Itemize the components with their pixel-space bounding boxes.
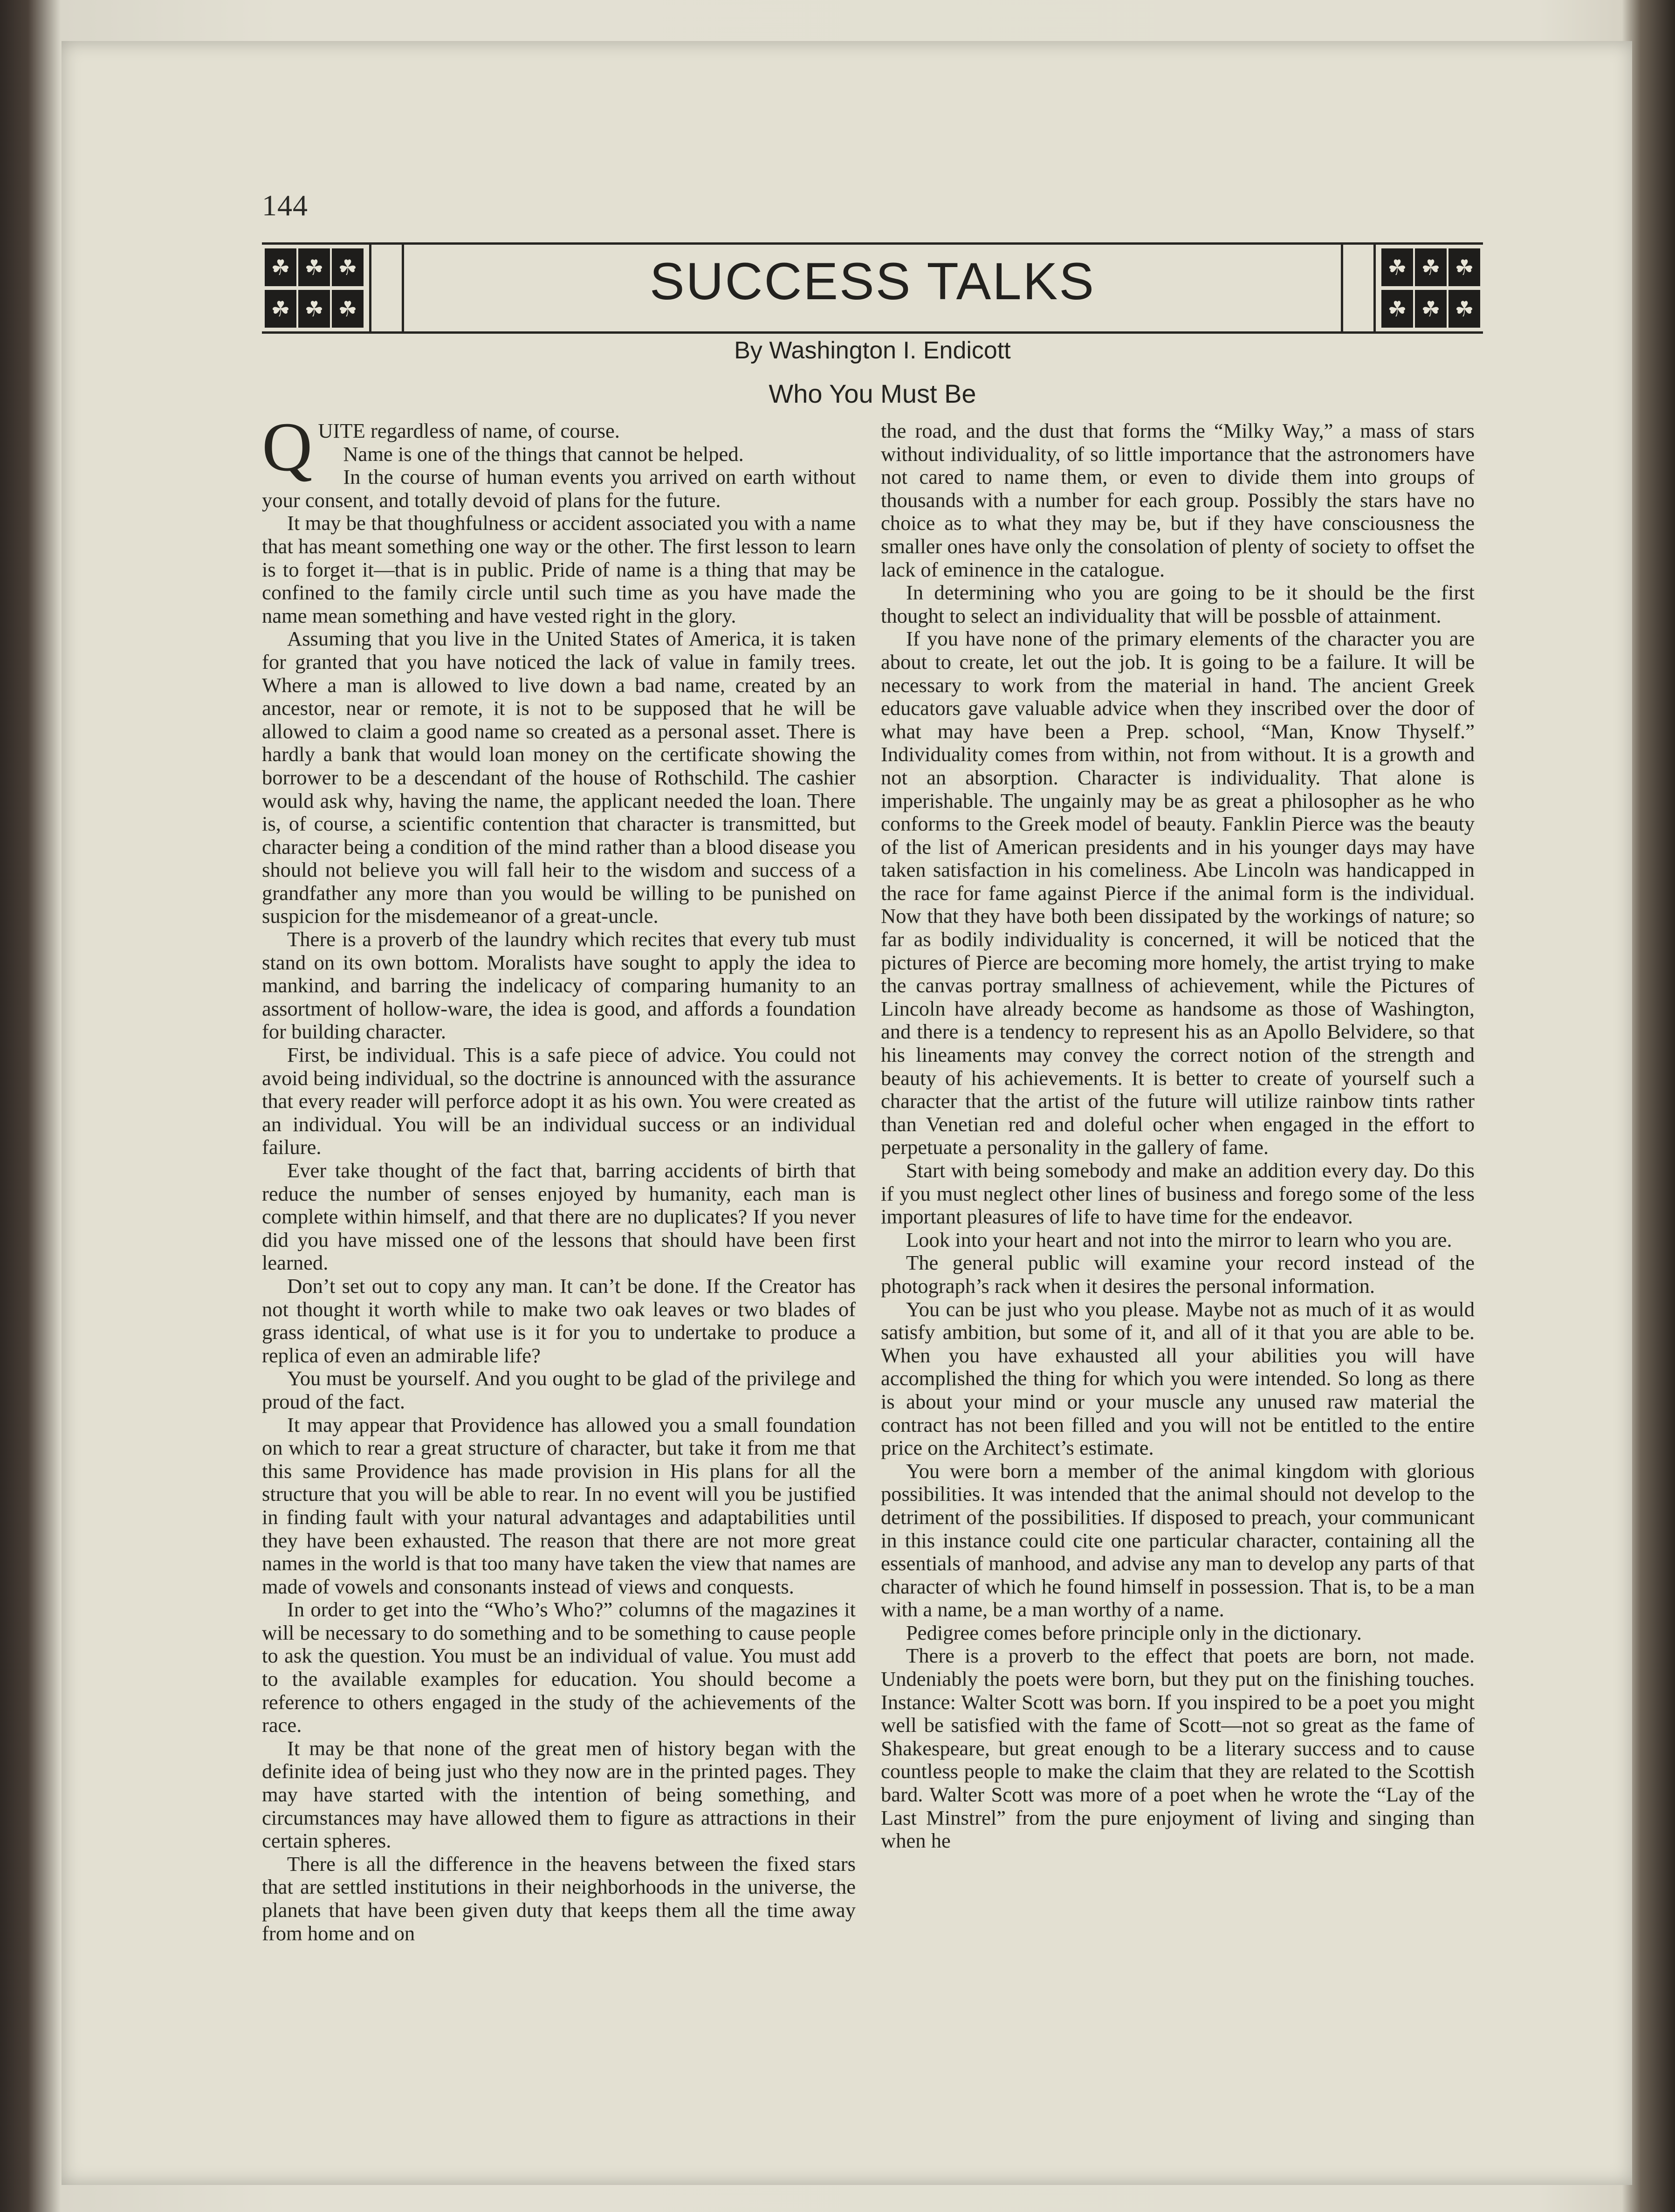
author-byline: By Washington I. Endicott xyxy=(734,337,1011,364)
clover-icon: ☘ xyxy=(298,290,330,328)
clover-icon: ☘ xyxy=(332,248,364,286)
clover-icon: ☘ xyxy=(1415,248,1447,286)
page-number: 144 xyxy=(262,189,308,222)
paragraph: In order to get into the “Who’s Who?” columns of the magazines it will be necessary to do something and to be something to cause people to ask the question. You must be an individual of value. You must add to the available examples for education. You should become a reference to others engaged in the study of the achievements of the race. xyxy=(262,1598,856,1737)
clover-icon: ☘ xyxy=(298,248,330,286)
paragraph: First, be individual. This is a safe piece of advice. You could not avoid being individual, so the doctrine is announced with the assurance that every reader will perforce adopt it as his own. You were created as an individual. You will be an individual success or an individual failure. xyxy=(262,1043,856,1159)
header-divider xyxy=(402,242,404,334)
drop-cap: Q xyxy=(262,408,313,486)
left-column xyxy=(262,408,856,1945)
paragraph: Assuming that you live in the United States of America, it is taken for granted that you have noticed the lack of value in family trees. Where a man is allowed to live down a bad name, created by an ancestor, near or remote, it is not to be supposed that he will be allowed to claim a good name so created as a personal asset. There is hardly a bank that would loan money on the certificate showing the borrower to be a descendant of the house of Rothschild. The cashier would ask why, having the name, the applicant needed the loan. There is, of course, a scientific contention that character is transmitted, but character being a condition of the mind rather than a blood disease you should not believe you will fall heir to the wisdom and success of a grandfather any more than you would be willing to be punished on suspicion for the misdemeanor of a great-uncle. xyxy=(262,627,856,928)
article-subtitle: Who You Must Be xyxy=(769,379,976,408)
paragraph: It may appear that Providence has allowed you a small foundation on which to rear a great structure of character, but take it from me that this same Providence has made provision in His plans for all the structure that you will be able to rear. In no event will you be justified in finding fault with your natural advantages and adaptabilities until they have been exhausted. The reason that there are not more great names in the world is that too many have taken the view that names are made of vowels and consonants instead of views and conquests. xyxy=(262,1413,856,1598)
left-ornament xyxy=(265,248,364,328)
paragraph: the road, and the dust that forms the “Milky Way,” a mass of stars without individuality, of so little importance that the astronomers have not cared to name them, or even to divide them into groups of thousands with a number for each group. Possibly the stars have no choice as to what they may be, but if they have consciousness the smaller ones have only the consolation of plenty of society to offset the lack of eminence in the catalogue. xyxy=(881,419,1475,581)
paragraph: Don’t set out to copy any man. It can’t be done. If the Creator has not thought it worth while to make two oak leaves or two blades of grass identical, of what use is it for you to undertake to produce a replica of even an admirable life? xyxy=(262,1274,856,1367)
header-divider xyxy=(1341,242,1343,334)
right-column xyxy=(881,419,1475,1853)
section-title: SUCCESS TALKS xyxy=(649,252,1096,310)
header-divider xyxy=(369,242,371,334)
paragraph: There is all the difference in the heavens between the fixed stars that are settled institutions in their neighborhoods in the universe, the planets that have been given duty that keeps them all the time away from home and on xyxy=(262,1852,856,1945)
paragraph: It may be that thoughfulness or accident associated you with a name that has meant something one way or the other. The first lesson to learn is to forget it—that is in public. Pride of name is a thing that may be confined to the family circle until such time as you have made the name mean something and have vested right in the glory. xyxy=(262,511,856,627)
paragraph: Start with being somebody and make an addition every day. Do this if you must neglect other lines of business and forego some of the less important pleasures of life to have time for the endeavor. xyxy=(881,1159,1475,1229)
paragraph: Pedigree comes before principle only in the dictionary. xyxy=(906,1621,1362,1644)
clover-icon: ☘ xyxy=(332,290,364,328)
header-divider xyxy=(1373,242,1376,334)
clover-icon: ☘ xyxy=(265,248,296,286)
paragraph: There is a proverb to the effect that poets are born, not made. Undeniably the poets were born, but they put on the finishing touches. Instance: Walter Scott was born. If you inspired to be a poet you might well be satisfied with the fame of Scott—not so great as the fame of Shakespeare, but great enough to be a literary success and to cause countless people to make the claim that they are related to the Scottish bard. Walter Scott was more of a poet when he wrote the “Lay of the Last Minstrel” from the pure enjoyment of living and singing than when he xyxy=(881,1644,1475,1853)
clover-icon: ☘ xyxy=(1448,290,1480,328)
paragraph: In the course of human events you arrived on earth without your consent, and totally devoid of plans for the future. xyxy=(262,465,856,512)
clover-icon: ☘ xyxy=(1415,290,1447,328)
paragraph: The general public will examine your record instead of the photograph’s rack when it desires the personal information. xyxy=(881,1251,1475,1298)
right-ornament xyxy=(1381,248,1480,328)
paragraph: You can be just who you please. Maybe not as much of it as would satisfy ambition, but some of it, and all of it that you are able to be. When you have exhausted all your abilities you will have accomplished the thing for which you were intended. So long as there is about your mind or your muscle any unused raw material the contract has not been filled and you will not be entitled to the entire price on the Architect’s estimate. xyxy=(881,1297,1475,1460)
paragraph: You must be yourself. And you ought to be glad of the privilege and proud of the fact. xyxy=(262,1367,856,1413)
paragraph: Look into your heart and not into the mirror to learn who you are. xyxy=(906,1228,1452,1251)
clover-icon: ☘ xyxy=(1381,290,1413,328)
clover-icon: ☘ xyxy=(265,290,296,328)
clover-icon: ☘ xyxy=(1448,248,1480,286)
clover-icon: ☘ xyxy=(1381,248,1413,286)
paragraph: It may be that none of the great men of history began with the definite idea of being just who they now are in the printed pages. They may have started with the intention of being something, and circumstances may have allowed them to figure as attractions in their certain spheres. xyxy=(262,1736,856,1853)
paragraph: You were born a member of the animal kingdom with glorious possibilities. It was intended that the animal should not develop to the detriment of the possibilities. If disposed to preach, your communicant in this instance could cite one particular character, containing all the essentials of manhood, and advise any man to develop any parts of that character of which he found himself in possession. That is, to be a man with a name, be a man worthy of a name. xyxy=(881,1459,1475,1621)
paragraph-text: UITE regardless of name, of course. xyxy=(318,419,620,442)
paragraph: Name is one of the things that cannot be helped. xyxy=(343,442,744,466)
paragraph: There is a proverb of the laundry which recites that every tub must stand on its own bottom. Moralists have sought to apply the idea to mankind, and barring the indelicacy of comparing humanity to an assortment of hollow-ware, the idea is good, and affords a foundation for building character. xyxy=(262,927,856,1044)
paragraph: If you have none of the primary elements of the character you are about to create, let out the job. It is going to be a failure. It will be necessary to work from the material in hand. The ancient Greek educators gave valuable advice when they inscribed over the door of what may have been a Prep. school, “Man, Know Thyself.” Individuality comes from within, not from without. It is a growth and not an absorption. Character is individuality. That alone is imperishable. The ungainly may be as great a philosopher as he who conforms to the Greek model of beauty. Fanklin Pierce was the beauty of the list of American presidents and in his younger days may have taken satisfaction in his comeliness. Abe Lincoln was handicapped in the race for fame against Pierce if the animal form is the individual. Now that they have both been dissipated by the workings of nature; so far as bodily individuality is concerned, it will be noticed that the pictures of Pierce are becoming more homely, the artist trying to make the canvas portray smallness of achievement, while the Pictures of Lincoln have already become as handsome as those of Washington, and there is a tendency to represent his as an Apollo Belvidere, so that his lineaments may convey the correct notion of the strength and beauty of his achievements. It is better to create of yourself such a character that the artist of the future will utilize rainbow tints rather than Venetian red and doleful ocher when engaged in the effort to perpetuate a personality in the gallery of fame. xyxy=(881,627,1475,1159)
section-header xyxy=(262,242,1483,334)
paragraph: Ever take thought of the fact that, barring accidents of birth that reduce the number of senses enjoyed by humanity, each man is complete within himself, and that there are no duplicates? If you never did you have missed one of the lessons that should have been first learned. xyxy=(262,1159,856,1275)
paragraph: In determining who you are going to be it should be the first thought to select an individuality that will be possble of attainment. xyxy=(881,581,1475,627)
